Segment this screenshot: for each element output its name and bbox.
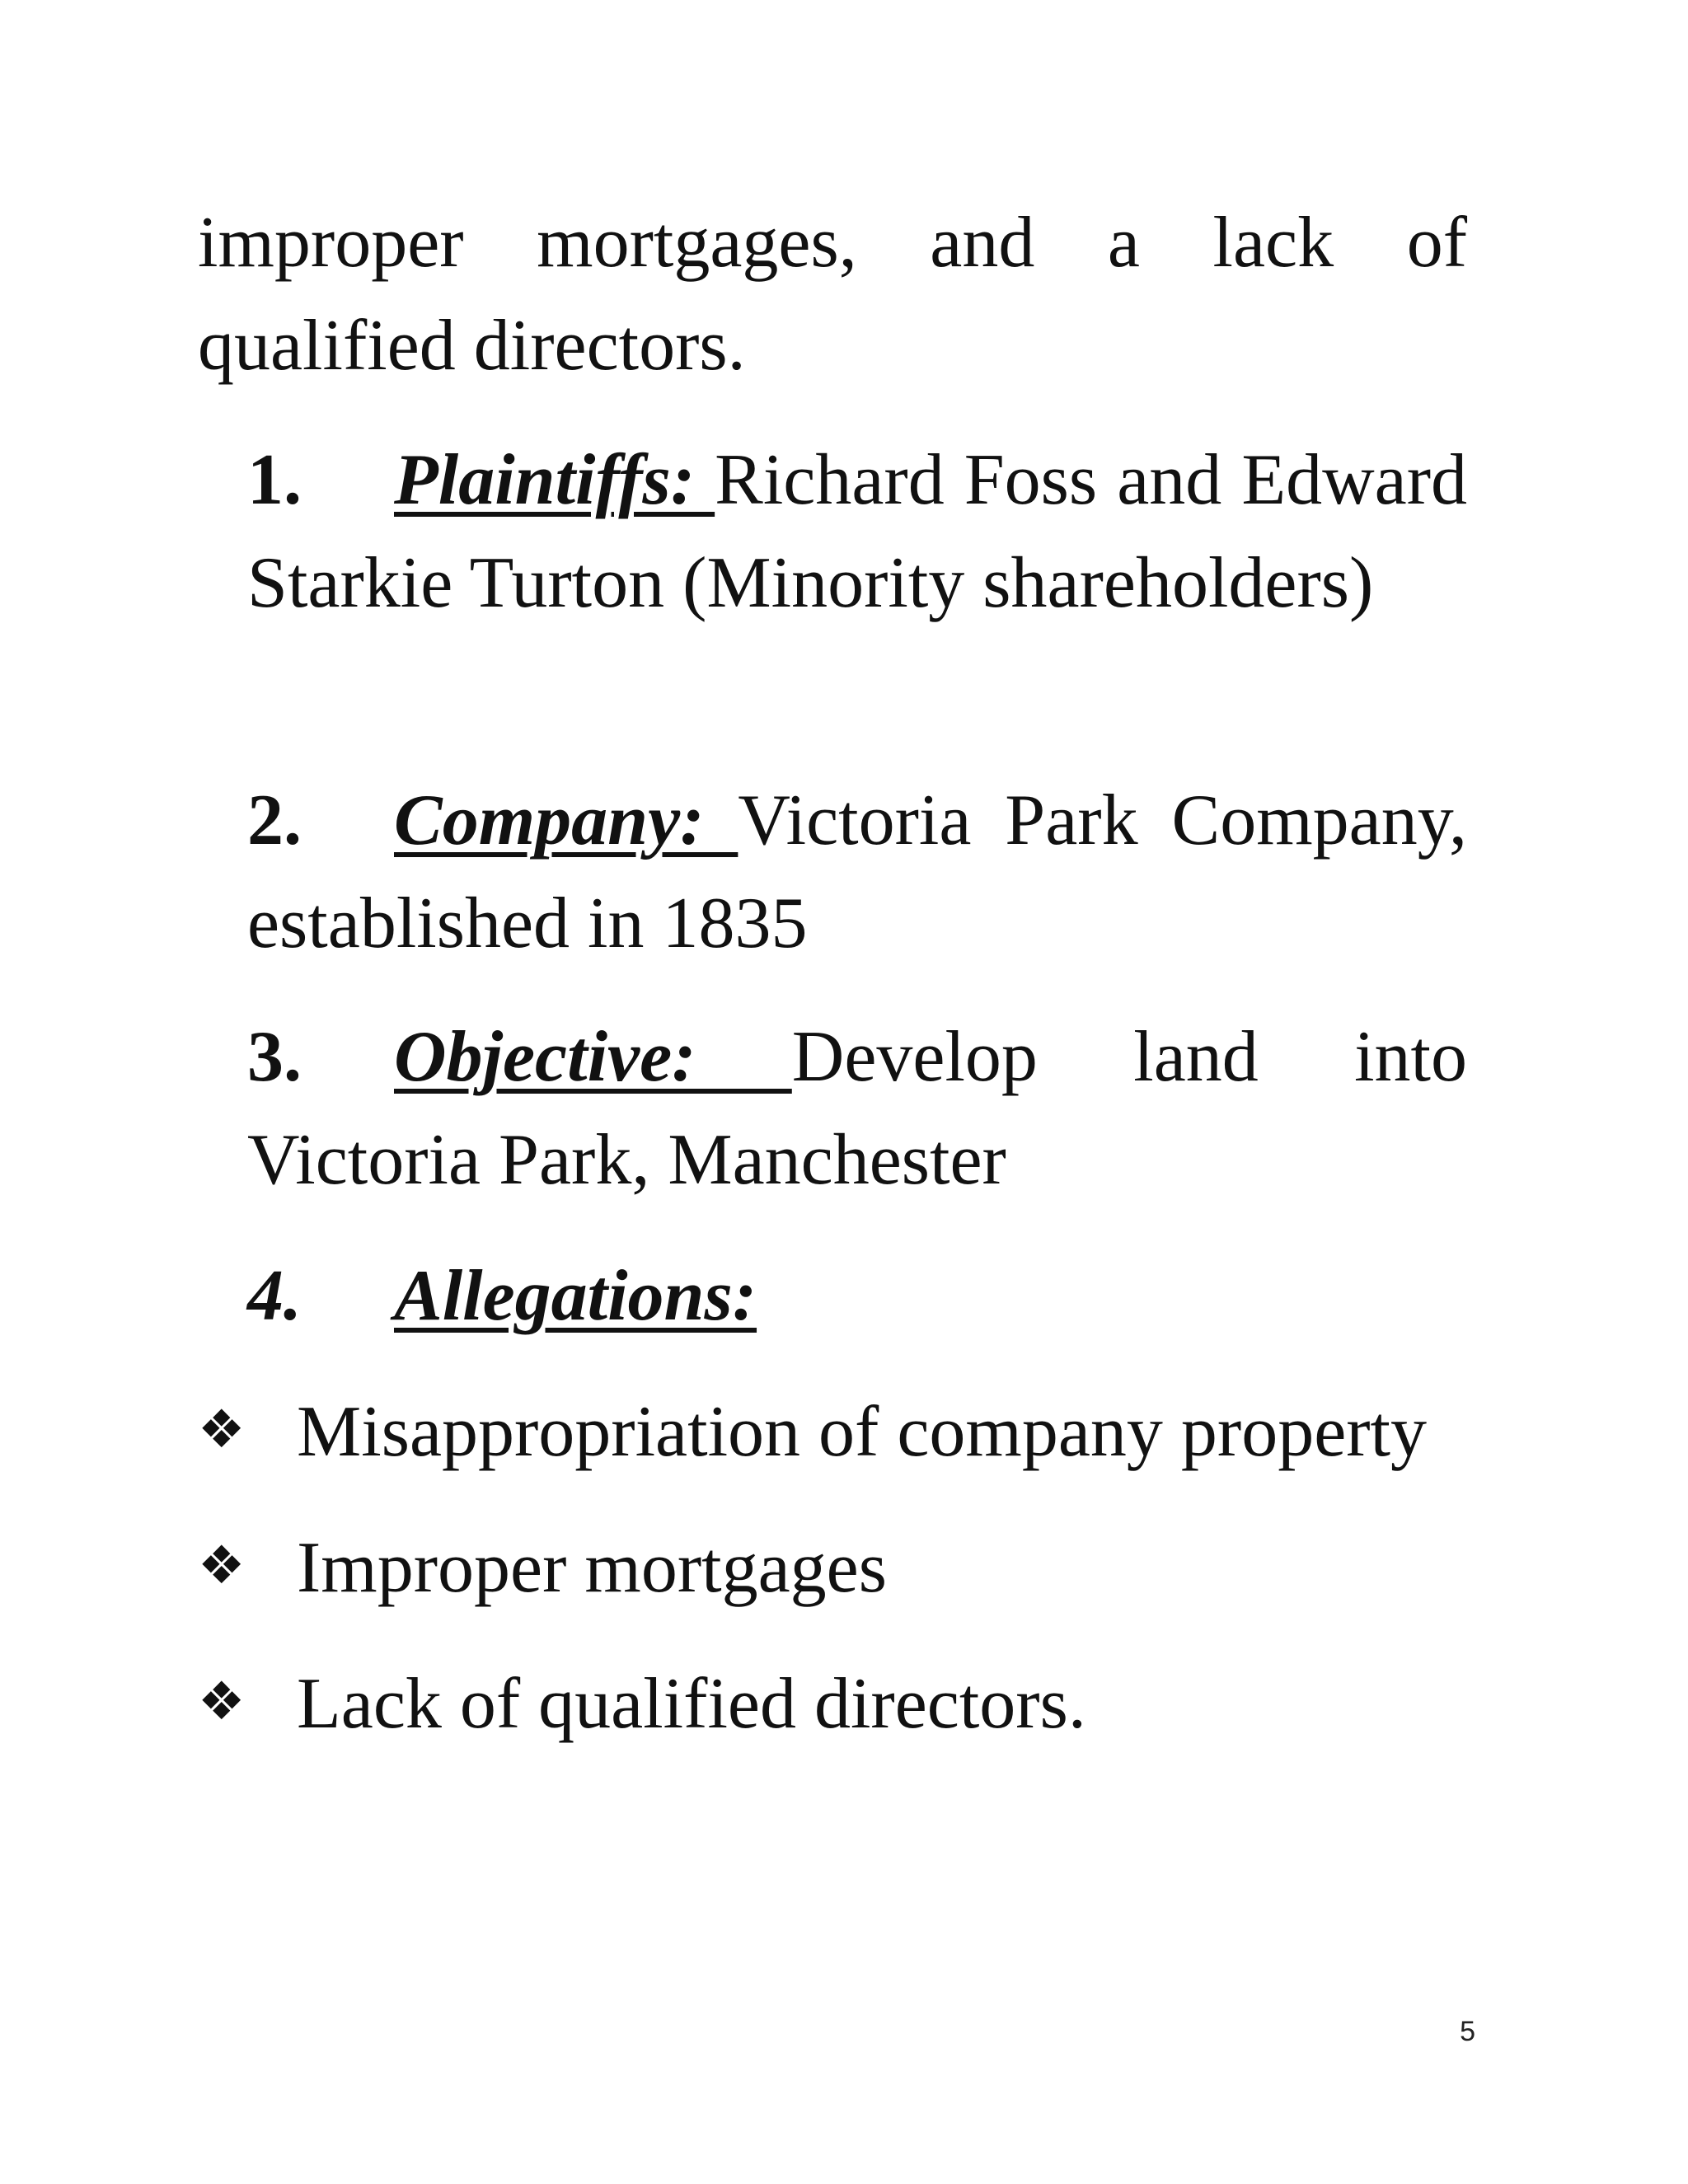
allegation-text: Lack of qualified directors. [297, 1664, 1086, 1744]
item-label-company: Company: [394, 780, 738, 860]
diamond-bullet-icon: ❖ [198, 1399, 246, 1460]
allegation-bullet [198, 1515, 1484, 1619]
diamond-bullet-icon: ❖ [198, 1671, 246, 1732]
list-item-allegations [247, 1244, 1467, 1347]
item-text-plaintiffs: Richard Foss and Edward Starkie Turton (Minority shareholders) [247, 440, 1468, 623]
intro-paragraph: improper mortgages, and a lack of qualified directors. [198, 203, 1467, 386]
allegation-text: Improper mortgages [297, 1528, 887, 1608]
page-number: 5 [1460, 2016, 1475, 2047]
item-text-company: Victoria Park Company, established in 1835 [247, 780, 1467, 963]
item-number: 2. [247, 780, 302, 860]
allegation-bullet [198, 1651, 1484, 1755]
diamond-bullet-icon: ❖ [198, 1535, 246, 1596]
item-number: 1. [247, 440, 302, 520]
list-item-objective [247, 1005, 1467, 1212]
item-label-objective: Objective: [394, 1017, 792, 1097]
allegation-bullet [198, 1379, 1484, 1483]
list-item-plaintiffs [247, 429, 1467, 635]
item-label-plaintiffs: Plaintiffs: [394, 440, 715, 520]
item-number: 3. [247, 1017, 302, 1097]
item-label-allegations: Allegations: [394, 1256, 757, 1336]
allegation-text: Misappropriation of company property [297, 1392, 1428, 1472]
list-item-company [247, 769, 1467, 975]
item-number: 4. [247, 1256, 302, 1336]
item-text-objective: Develop land into Victoria Park, Manchester [247, 1017, 1467, 1200]
